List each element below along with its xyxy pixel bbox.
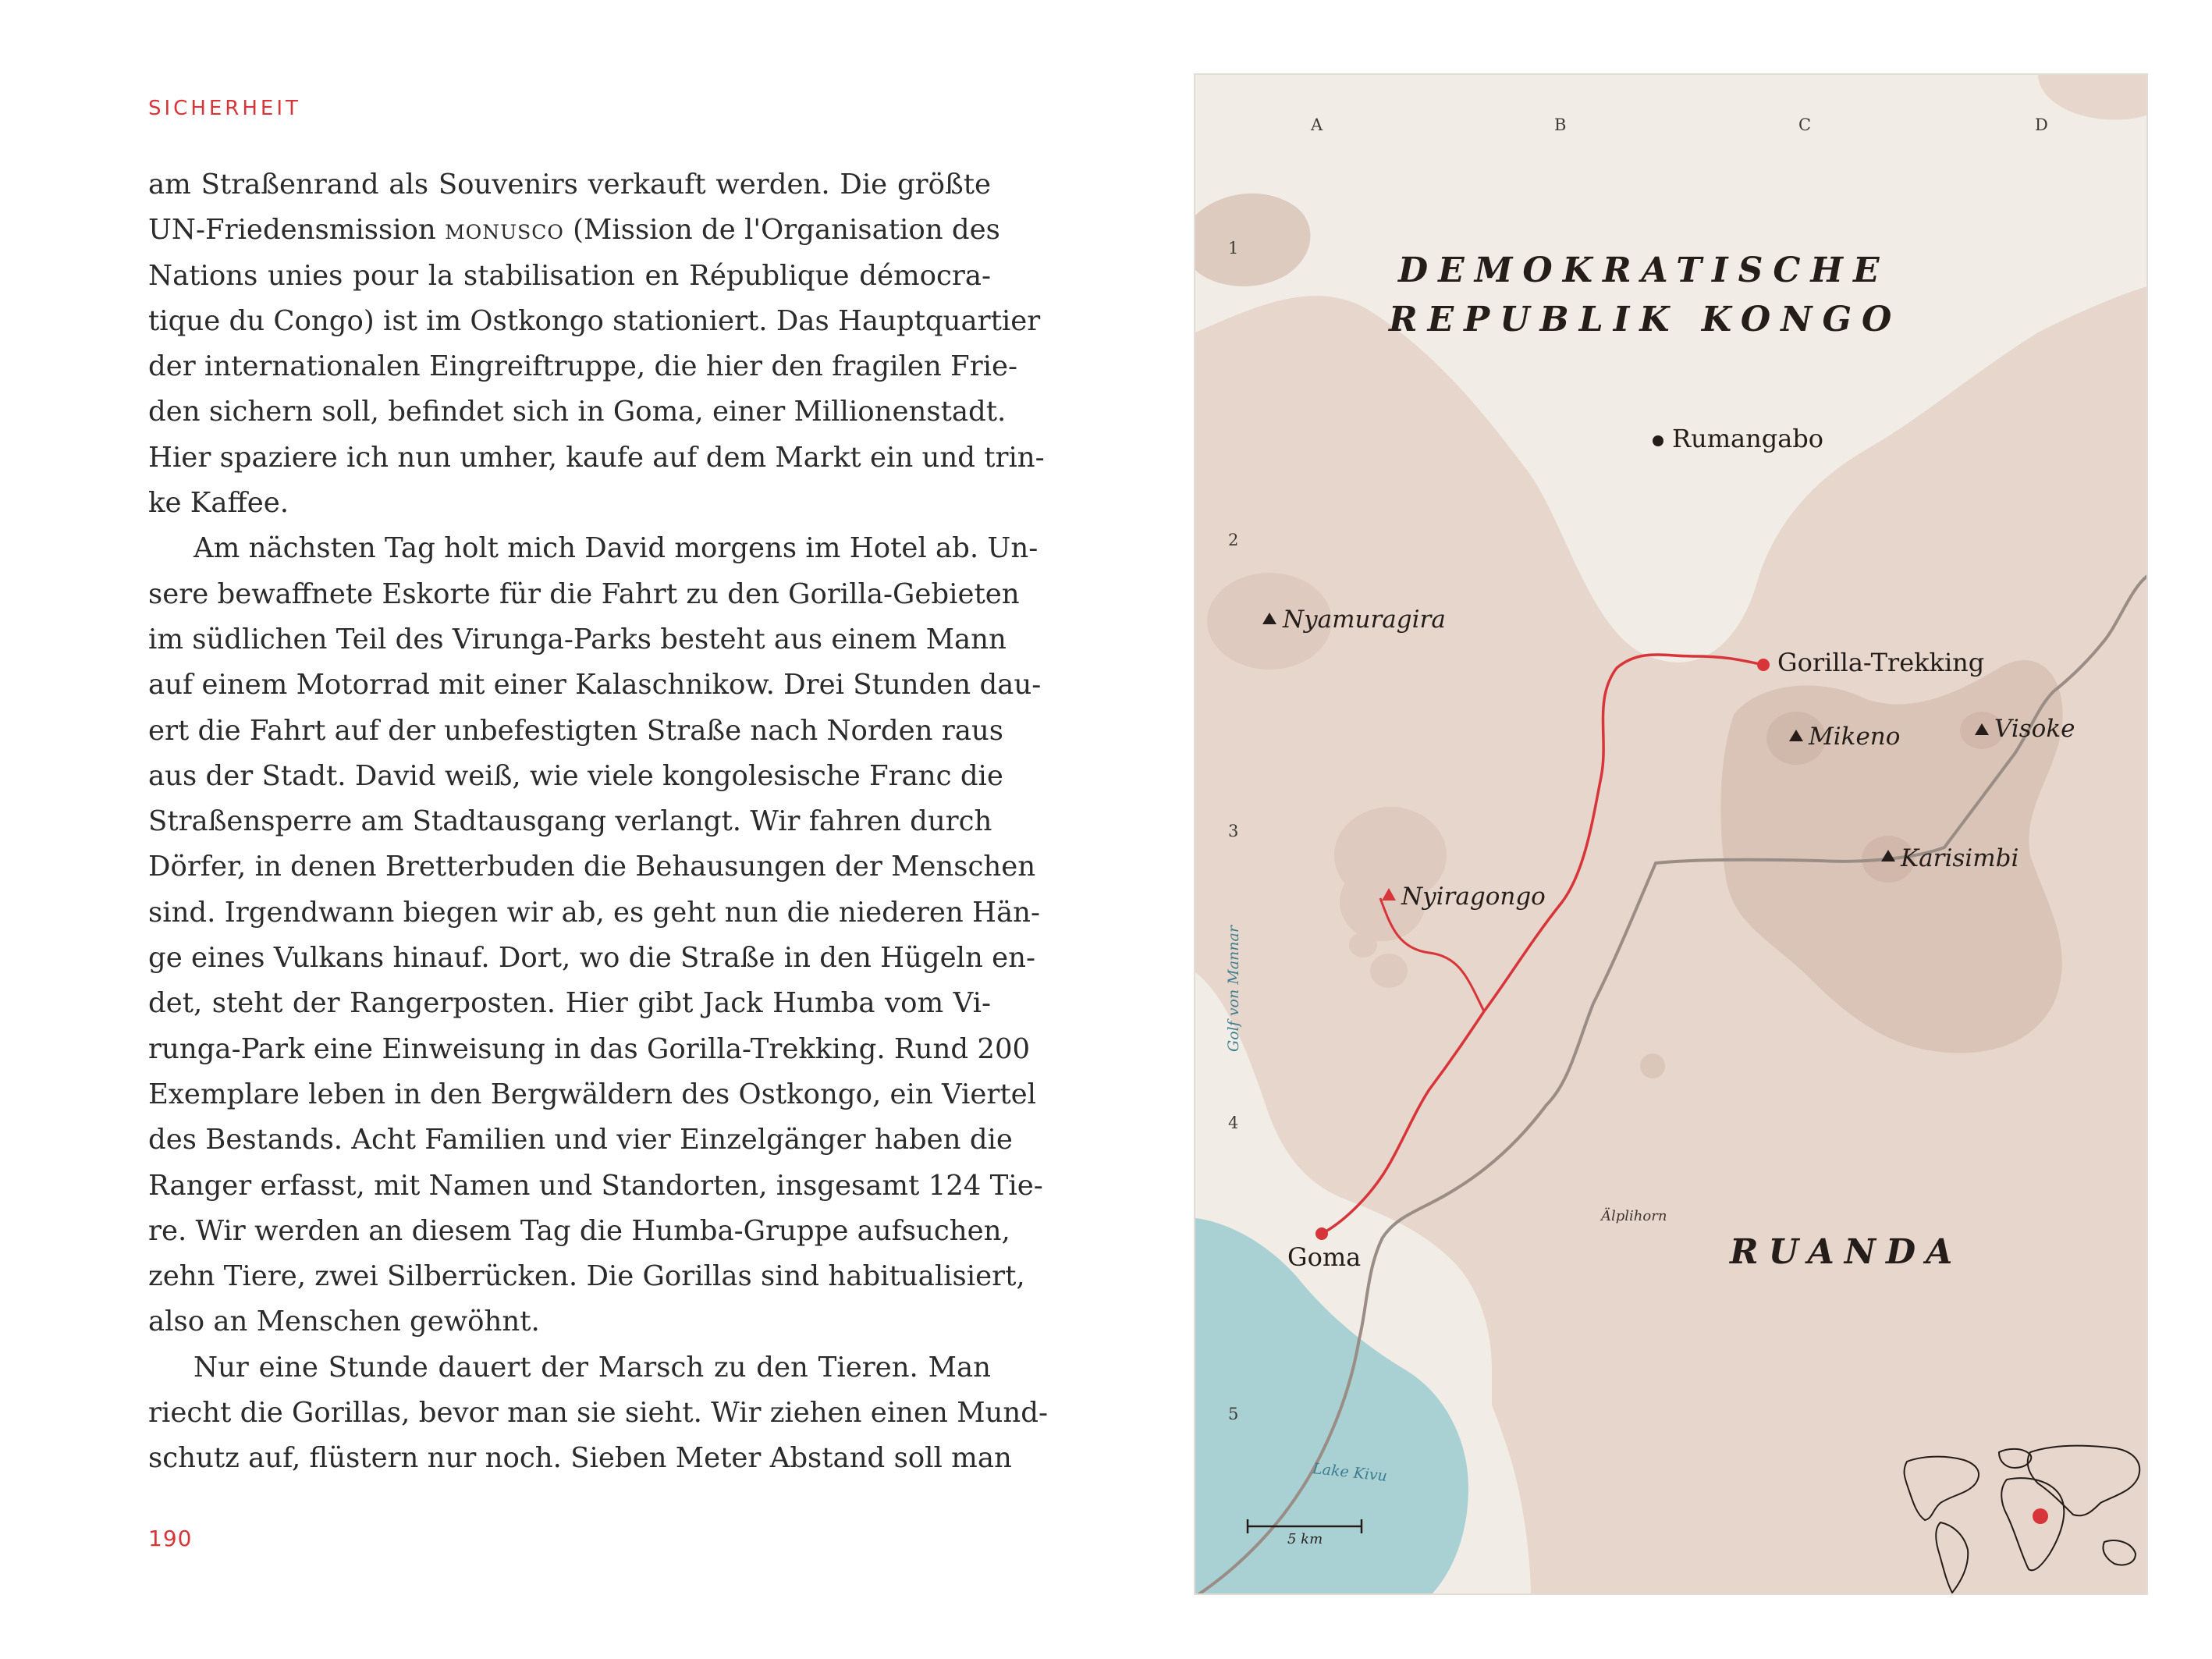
text-line: Hier spaziere ich nun umher, kaufe auf dem Markt ein und trin- (148, 441, 1045, 474)
text-line: schutz auf, flüstern nur noch. Sieben Meter Abstand soll man (148, 1442, 1012, 1475)
text-line: riecht die Gorillas, bevor man sie sieht. Wir ziehen einen Mund- (148, 1397, 1048, 1430)
grid-col-b: B (1554, 115, 1567, 134)
peak-label-nyiragongo: Nyiragongo (1401, 883, 1546, 911)
place-label-rumangabo: Rumangabo (1672, 424, 1824, 453)
place-label-goma: Goma (1287, 1242, 1362, 1272)
water-label-golf: Golf von Mannar (1224, 925, 1242, 1052)
contour-small (1640, 1053, 1665, 1078)
peak-label-visoke: Visoke (1994, 715, 2075, 743)
grid-row-4: 4 (1228, 1114, 1239, 1132)
text-line: zehn Tiere, zwei Silberrücken. Die Gorillas sind habitualisiert, (148, 1260, 1025, 1293)
marker-gorilla-trekking (1757, 659, 1770, 671)
minor-label: Älplihorn (1601, 1208, 1667, 1224)
text-line: re. Wir werden an diesem Tag die Humba-Gruppe aufsuchen, (148, 1214, 1010, 1247)
text-line: tique du Congo) ist im Ostkongo stationiert. Das Hauptquartier (148, 304, 1041, 337)
text-line: sere bewaffnete Eskorte für die Fahrt zu den Gorilla-Gebieten (148, 577, 1020, 610)
text-line: der internationalen Eingreiftruppe, die hier den fragilen Frie- (148, 350, 1018, 383)
text-line: auf einem Motorrad mit einer Kalaschnikow. Drei Stunden dau- (148, 669, 1042, 702)
grid-row-3: 3 (1228, 822, 1239, 840)
text-line: ge eines Vulkans hinauf. Dort, wo die Straße in den Hügeln en- (148, 942, 1036, 975)
text-line: UN-Friedensmission monusco (Mission de l'Organisation des (148, 214, 1000, 247)
text-line: Ranger erfasst, mit Namen und Standorten, insgesamt 124 Tie- (148, 1169, 1043, 1202)
water-label-lake-kivu: Lake Kivu (1312, 1460, 1388, 1485)
text-line: im südlichen Teil des Virunga-Parks besteht aus einem Mann (148, 623, 1007, 655)
map (1194, 73, 2148, 1595)
text-line: Nur eine Stunde dauert der Marsch zu den Tieren. Man (194, 1351, 991, 1384)
grid-row-1: 1 (1228, 239, 1239, 258)
grid-col-a: A (1311, 115, 1323, 134)
text-line: also an Menschen gewöhnt. (148, 1306, 540, 1338)
text-line: ke Kaffee. (148, 487, 289, 520)
country-label-rwanda: RUANDA (1730, 1232, 1963, 1272)
grid-col-d: D (2035, 115, 2048, 134)
body-text (148, 162, 1048, 1482)
text-line: Nations unies pour la stabilisation en République démocra- (148, 259, 991, 292)
text-line: ert die Fahrt auf der unbefestigten Straße nach Norden raus (148, 714, 1003, 747)
marker-goma (1315, 1227, 1328, 1240)
text-line: Dörfer, in denen Bretterbuden die Behausungen der Menschen (148, 851, 1036, 883)
grid-row-5: 5 (1228, 1405, 1239, 1423)
text-line: den sichern soll, befindet sich in Goma, einer Millionenstadt. (148, 396, 1007, 428)
page-number: 190 (148, 1526, 193, 1551)
grid-col-c: C (1798, 115, 1812, 134)
peak-label-karisimbi: Karisimbi (1901, 844, 2019, 872)
text-line: runga-Park eine Einweisung in das Gorilla-Trekking. Rund 200 (148, 1032, 1031, 1065)
text-line: des Bestands. Acht Familien und vier Einzelgänger haben die (148, 1124, 1013, 1156)
place-label-gorilla-trekking: Gorilla-Trekking (1777, 648, 1985, 677)
text-line: Exemplare leben in den Bergwäldern des Ostkongo, ein Viertel (148, 1078, 1037, 1110)
marker-rumangabo (1653, 435, 1663, 446)
peak-label-nyamuragira: Nyamuragira (1283, 606, 1446, 634)
text-line: det, steht der Rangerposten. Hier gibt Jack Humba vom Vi- (148, 987, 991, 1020)
grid-row-2: 2 (1228, 531, 1239, 549)
locator-marker (2033, 1508, 2048, 1524)
scale-label: 5 km (1287, 1531, 1323, 1547)
running-head: SICHERHEIT (148, 97, 301, 120)
peak-label-mikeno: Mikeno (1809, 723, 1901, 751)
text-line: Straßensperre am Stadtausgang verlangt. Wir fahren durch (148, 805, 992, 838)
country-label-drc-line2: REPUBLIK KONGO (1389, 300, 1902, 339)
text-line: sind. Irgendwann biegen wir ab, es geht nun die niederen Hän- (148, 896, 1041, 929)
text-line: aus der Stadt. David weiß, wie viele kongolesische Franc die (148, 759, 1003, 792)
country-label-drc-line1: DEMOKRATISCHE (1398, 250, 1890, 290)
text-line: Am nächsten Tag holt mich David morgens im Hotel ab. Un- (194, 532, 1039, 565)
text-line: am Straßenrand als Souvenirs verkauft werden. Die größte (148, 169, 991, 201)
